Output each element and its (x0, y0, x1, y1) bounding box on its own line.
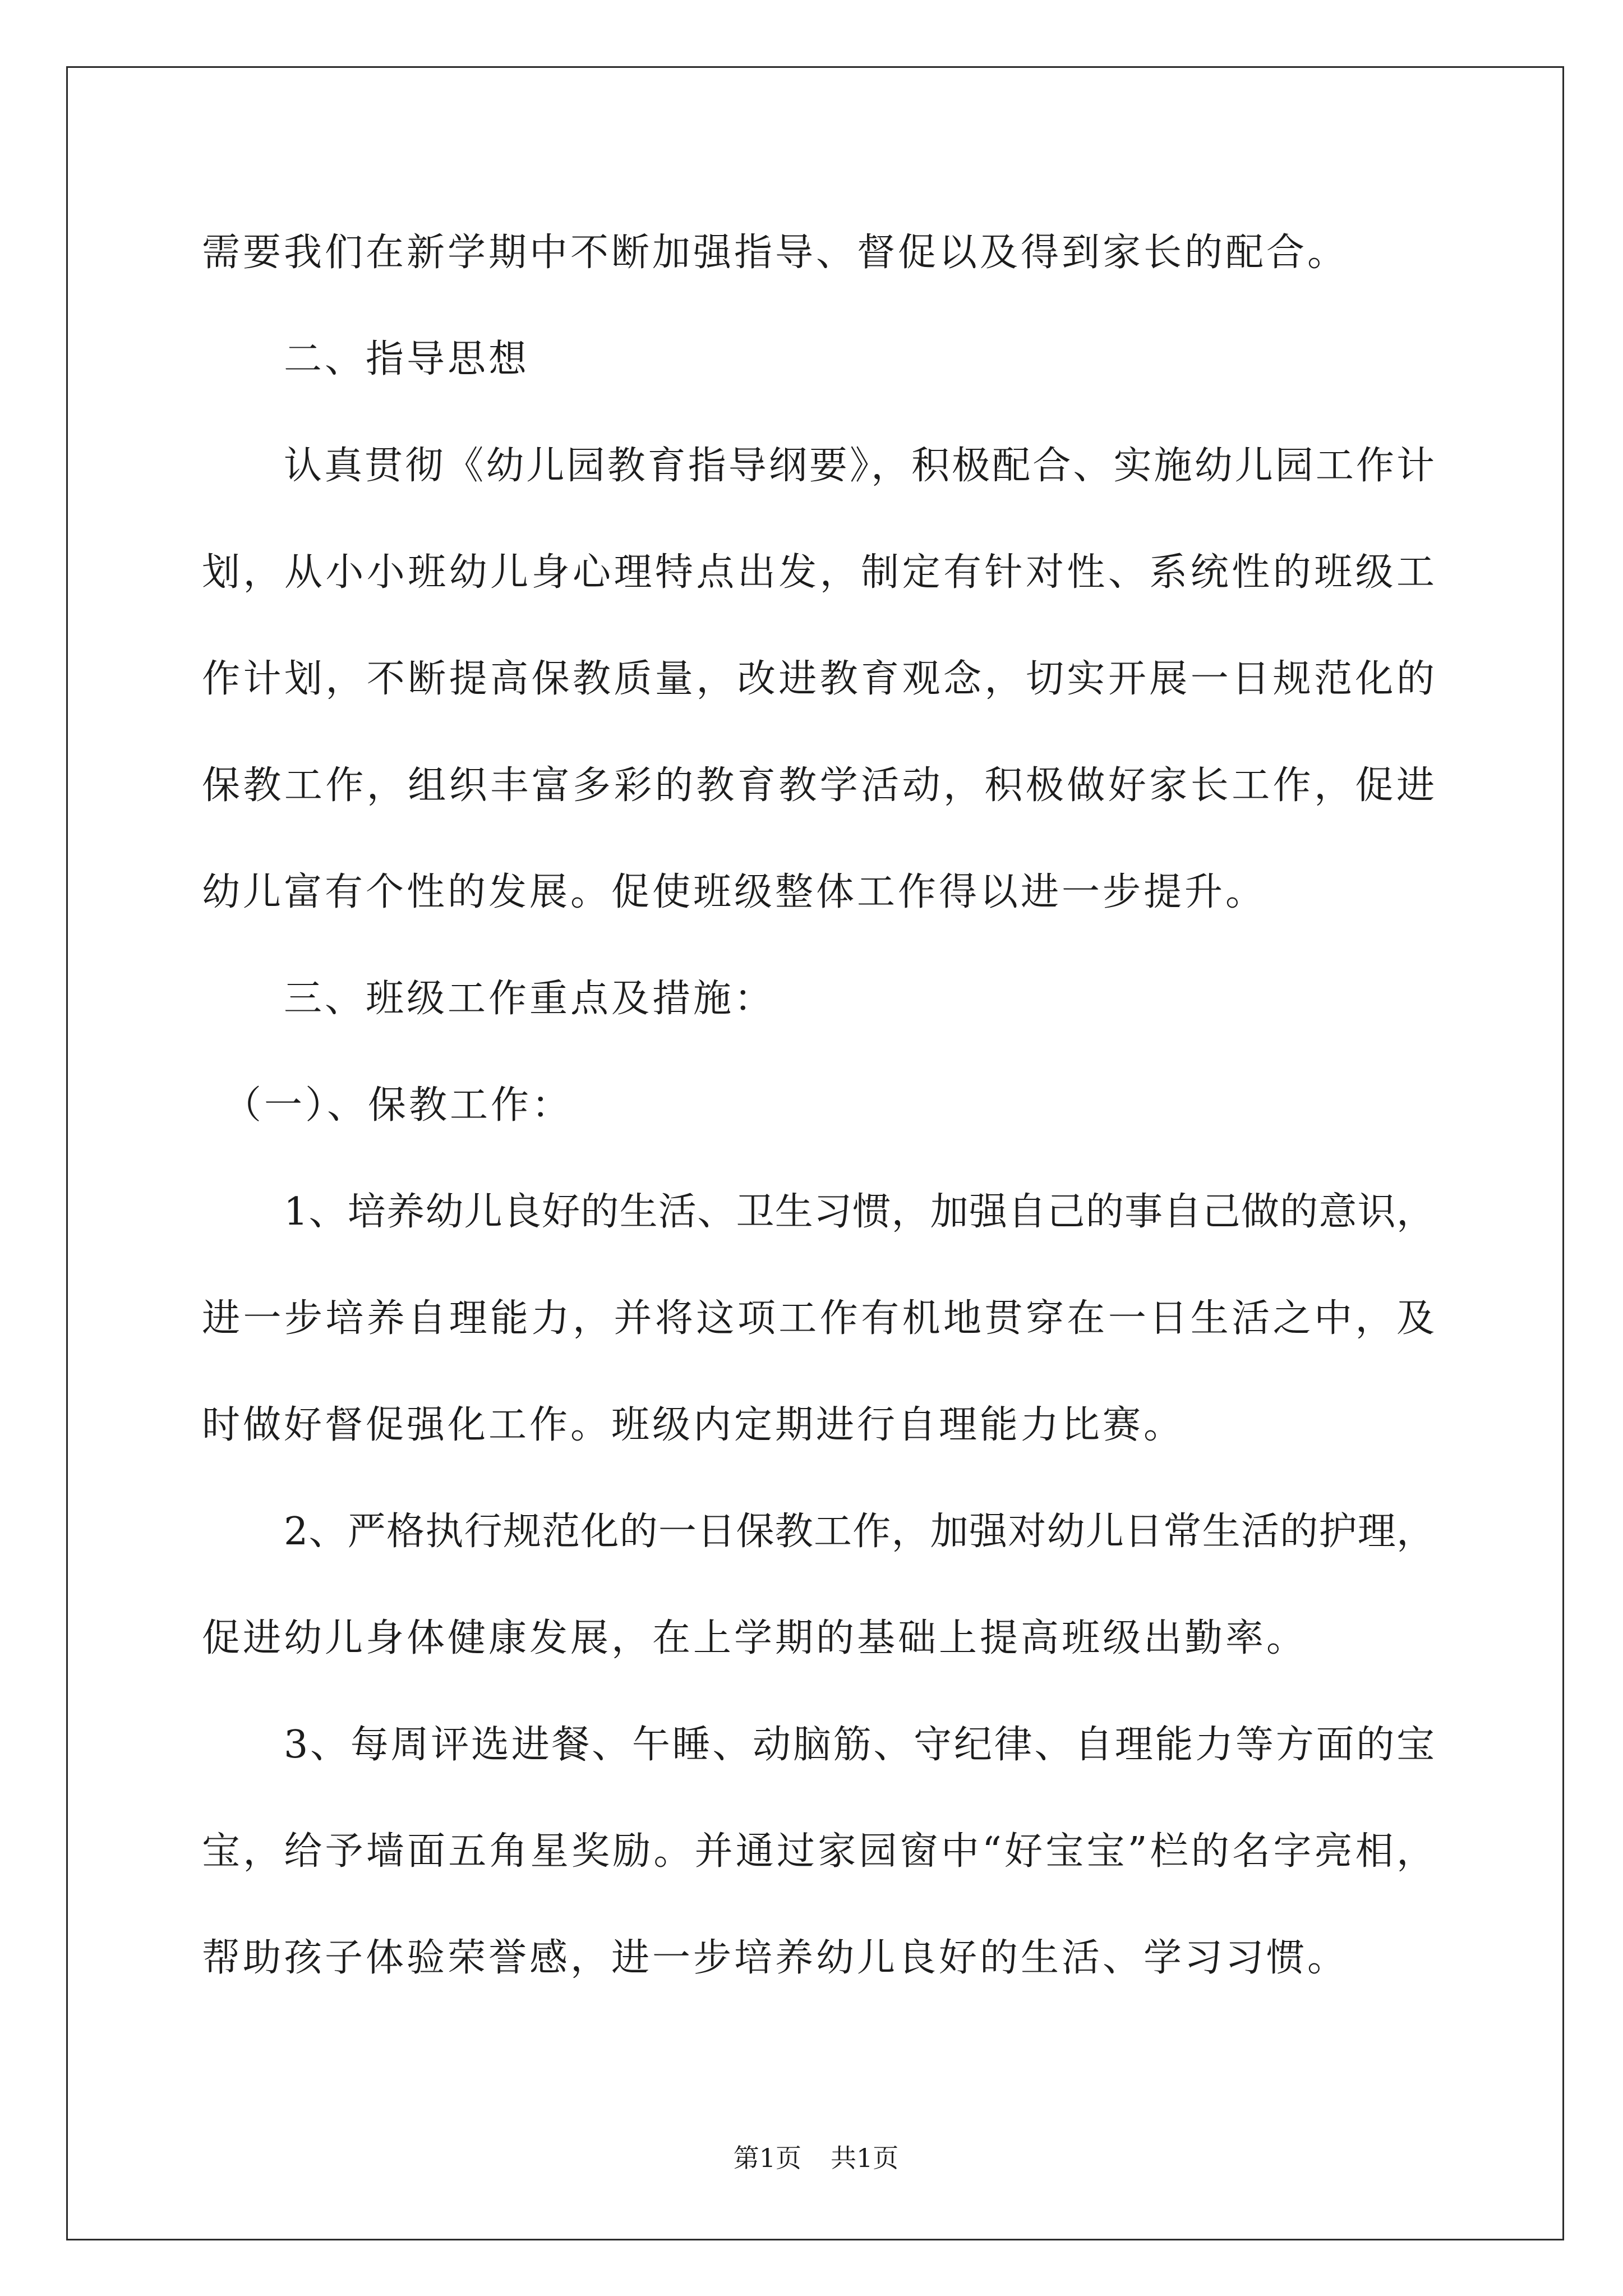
page-number: 第1页 (733, 2143, 801, 2173)
text-line: （一）、保教工作： (223, 1083, 573, 1128)
subsection-heading-care-education (202, 1052, 1435, 1159)
text-line: 促进幼儿身体健康发展，在上学期的基础上提高班级出勤率。 (202, 1616, 1308, 1660)
text-line: 3、每周评选进餐、午睡、动脑筋、守纪律、自理能力等方面的宝 (284, 1723, 1435, 1767)
text-line: 认真贯彻《幼儿园教育指导纲要》，积极配合、实施幼儿园工作计 (284, 444, 1435, 488)
text-line: 保教工作，组织丰富多彩的教育教学活动，积极做好家长工作，促进 (202, 763, 1435, 808)
text-line: 1、培养幼儿良好的生活、卫生习惯，加强自己的事自己做的意识， (284, 1190, 1435, 1234)
section-heading-guiding-ideology (202, 306, 1435, 413)
section-heading-class-work (202, 946, 1435, 1052)
text-line: 二、指导思想 (284, 337, 530, 381)
text-line: 需要我们在新学期中不断加强指导、督促以及得到家长的配合。 (202, 231, 1349, 275)
page-footer (0, 2141, 1623, 2175)
text-line: 宝，给予墙面五角星奖励。并通过家园窗中“好宝宝”栏的名字亮相， (202, 1829, 1435, 1874)
text-line: 时做好督促强化工作。班级内定期进行自理能力比赛。 (202, 1403, 1185, 1447)
text-line: 进一步培养自理能力，并将这项工作有机地贯穿在一日生活之中，及 (202, 1296, 1435, 1341)
text-line: 划，从小小班幼儿身心理特点出发，制定有针对性、系统性的班级工 (202, 550, 1435, 595)
text-line: 作计划，不断提高保教质量，改进教育观念，切实开展一日规范化的 (202, 657, 1435, 701)
paragraph-guiding-ideology (202, 413, 1435, 946)
page-total: 共1页 (831, 2143, 899, 2173)
text-line: 三、班级工作重点及措施： (284, 977, 776, 1021)
text-line: 2、严格执行规范化的一日保教工作，加强对幼儿日常生活的护理， (284, 1510, 1435, 1554)
list-item-2 (202, 1479, 1435, 1692)
paragraph-continued (202, 200, 1435, 306)
list-item-3 (202, 1692, 1435, 2012)
text-line: 帮助孩子体验荣誉感，进一步培养幼儿良好的生活、学习习惯。 (202, 1936, 1349, 1980)
document-body (202, 200, 1435, 2012)
text-line: 幼儿富有个性的发展。促使班级整体工作得以进一步提升。 (202, 870, 1267, 914)
list-item-1 (202, 1159, 1435, 1479)
